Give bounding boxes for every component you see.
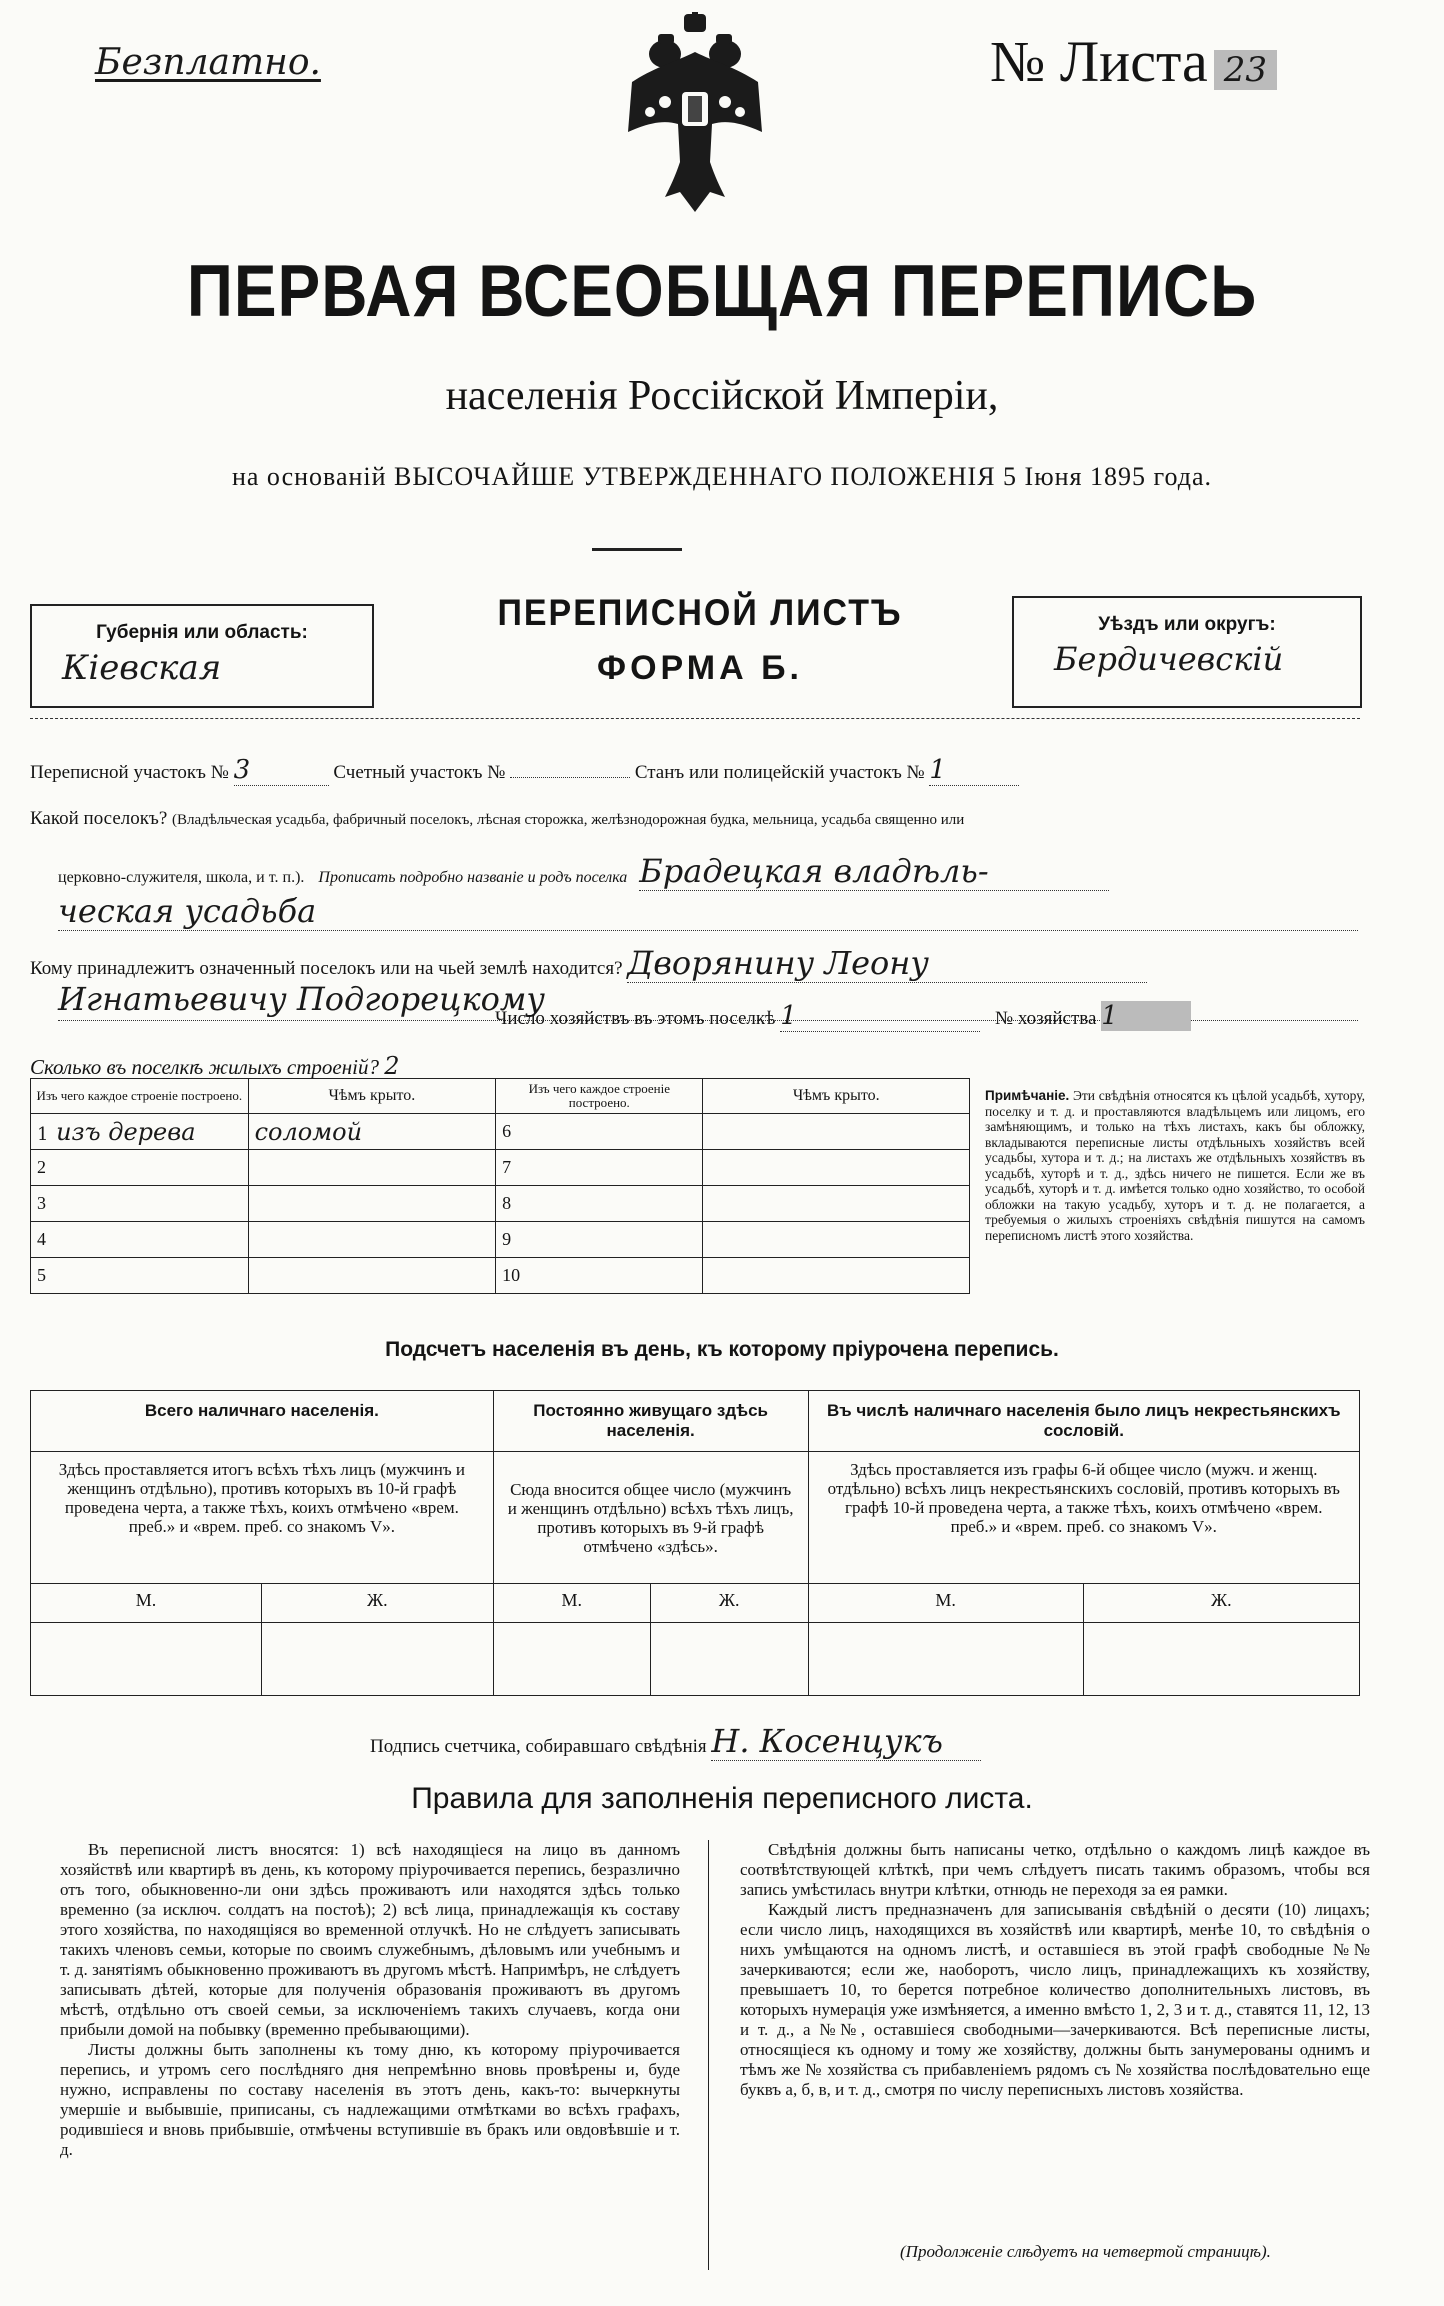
district-row: Переписной участокъ № 3 Счетный участокъ № Станъ или полицейскій участокъ № 1 — [30, 755, 1360, 786]
census-district-field[interactable]: 3 — [234, 755, 329, 786]
table-row: 5 10 — [31, 1258, 970, 1294]
signature-field[interactable]: Н. Косенцукъ — [711, 1722, 981, 1761]
sheet-number-value: 23 — [1214, 50, 1277, 90]
continued-note: (Продолженіе слѣдуетъ на четвертой страницѣ). — [900, 2242, 1271, 2261]
pop-col-2-text: Сюда вносится общее число (мужчинъ и женщинъ отдѣльно) всѣхъ тѣхъ лицъ, противъ которыхъ въ 9-й графѣ отмѣчено «здѣсь». — [493, 1452, 808, 1584]
buildings-table — [30, 1078, 970, 1294]
buildings-field[interactable]: 2 — [384, 1052, 400, 1080]
census-basis: на основаній ВЫСОЧАЙШЕ УТВЕРЖДЕННАГО ПОЛОЖЕНІЯ 5 Іюня 1895 года. — [231, 462, 1213, 491]
uezd-label: Уѣздъ или округъ: — [1098, 614, 1276, 635]
column-divider — [708, 1840, 709, 2270]
table-row: 1 изъ дерева соломой 6 — [31, 1114, 970, 1150]
pop-col-2-head: Постоянно живущаго здѣсь населенія. — [493, 1391, 808, 1452]
form-heading — [390, 592, 1010, 688]
buildings-row: Сколько въ поселкѣ жилыхъ строеній? 2 — [30, 1052, 400, 1080]
table-row — [31, 1623, 1360, 1696]
pop-col-3-text: Здѣсь проставляется изъ графы 6-й общее число (мужч. и женщ. отдѣльно) всѣхъ лицъ некрестьянскихъ сословій, противъ которыхъ въ графѣ 10-й проведена черта, а также тѣхъ, коихъ отмѣчено «врем. преб.» и «врем. преб. со знакомъ V». — [808, 1452, 1359, 1584]
owner-field-cont[interactable]: Игнатьевичу Подгорецкому — [58, 980, 1358, 1021]
owner-field[interactable]: Дворянину Леону — [627, 944, 1147, 983]
free-label: Безплатно. — [95, 42, 321, 83]
form-name: ФОРМА Б. — [597, 649, 803, 687]
households-row: Число хозяйствъ въ этомъ поселкѣ 1 № хозяйства 1 — [495, 1001, 1191, 1032]
gubernia-box — [30, 604, 374, 708]
double-headed-eagle-icon — [620, 12, 770, 222]
pop-male-2[interactable] — [493, 1623, 650, 1696]
pop-female-3[interactable] — [1083, 1623, 1359, 1696]
households-field[interactable]: 1 — [780, 1001, 980, 1032]
sheet-number-label: № Листа 23 — [990, 28, 1277, 95]
settlement-row: Какой поселокъ? (Владѣльческая усадьба, фабричный поселокъ, лѣсная сторожка, желѣзнодорожная будка, мельница, усадьба священно или — [30, 808, 965, 829]
rules-title: Правила для заполненія переписного листа. — [411, 1782, 1033, 1815]
table-row: 4 9 — [31, 1222, 970, 1258]
uezd-box — [1012, 596, 1362, 708]
household-no-field[interactable]: 1 — [1101, 1001, 1191, 1031]
pop-col-1-text: Здѣсь проставляется итогъ всѣхъ тѣхъ лицъ (мужчинъ и женщинъ отдѣльно), противъ которыхъ въ 10-й графѣ проведена черта, а также тѣхъ, коихъ отмѣчено «врем. преб.» и «врем. преб. со знакомъ V». — [31, 1452, 494, 1584]
settlement-row-2: церковно-служителя, школа, и т. п.). Прописать подробно названіе и родъ поселка Брадецкая владѣль- — [58, 852, 1368, 891]
col-material-2: Изъ чего каждое строеніе построено. — [496, 1079, 703, 1114]
uezd-value: Бердичевскій — [1054, 640, 1284, 678]
pop-male-3[interactable] — [808, 1623, 1083, 1696]
stan-field[interactable]: 1 — [929, 755, 1019, 786]
population-title: Подсчетъ населенія въ день, къ которому пріурочена перепись. — [385, 1338, 1059, 1361]
divider — [592, 548, 682, 551]
pop-female-1[interactable] — [261, 1623, 493, 1696]
pop-col-3-head: Въ числѣ наличнаго населенія было лицъ некрестьянскихъ сословій. — [808, 1391, 1359, 1452]
settlement-field-cont[interactable]: ческая усадьба — [58, 892, 1358, 931]
settlement-field[interactable]: Брадецкая владѣль- — [639, 852, 1109, 891]
gubernia-label: Губернія или область: — [96, 622, 308, 643]
col-roof-2: Чѣмъ крыто. — [703, 1079, 970, 1114]
table-row: 2 7 — [31, 1150, 970, 1186]
note: Примѣчаніе. Эти свѣдѣнія относятся къ цѣлой усадьбѣ, хутору, поселку и т. д. и проставляются владѣльцемъ или лицомъ, его замѣняющимъ, и только на тѣхъ листахъ, какъ бы обложку, вкладываются переписные листы отдѣльныхъ хозяйствъ всей усадьбы, хутора и т. д.; на листахъ же отдѣльныхъ хозяйствъ въ усадьбѣ, хуторѣ и т. д., здѣсь ничего не пишется. Если же въ усадьбѣ, хуторѣ и т. д. имѣется только одно хозяйство, то особой обложки на такую усадьбу, хуторъ и т. д. не полагается, а требуемыя о жилыхъ строеніяхъ свѣдѣнія пишутся на самомъ переписномъ листѣ этого хозяйства. — [985, 1088, 1365, 1243]
rules-left: Въ переписной листъ вносятся: 1) всѣ находящіеся на лицо въ данномъ хозяйствѣ или квартирѣ въ день, къ которому пріурочивается перепись, безразлично отъ того, обыкновенно-ли они здѣсь проживаютъ или находятся здѣсь только временно (за исключ. солдатъ на постоѣ); 2) всѣ лица, принадлежащія къ составу этого хозяйства, по находящіяся во временной отлучкѣ. Но не слѣдуетъ записывать такихъ членовъ семьи, которые по своимъ служебнымъ, дѣловымъ или учебнымъ и т. д. занятіямъ обыкновенно проживаютъ въ другомъ мѣстѣ. Напримѣръ, не слѣдуетъ записывать дѣтей, которые для полученія образованія проживаютъ въ другомъ мѣстѣ, отдѣльно отъ своей семьи, за исключеніемъ такихъ случаевъ, когда они прибыли домой на побывку (временно пребывающими). Листы должны быть заполнены къ тому дню, къ которому пріурочивается перепись, и утромъ сего послѣдняго дня непремѣнно вновь провѣрены и, буде нужно, исправлены по составу населенія въ этотъ день, какъ-то: вычеркнуты умершіе и выбывшіе, приписаны, съ надлежащими отмѣтками во всѣхъ графахъ, родившіеся и вновь прибывшіе, отмѣчены вступившіе въ бракъ или овдовѣвшіе и т. д. — [60, 1840, 680, 2159]
population-table: Всего наличнаго населенія. Постоянно живущаго здѣсь населенія. Въ числѣ наличнаго населенія было лицъ некрестьянскихъ сословій. Здѣсь проставляется итогъ всѣхъ тѣхъ лицъ (мужчинъ и женщинъ отдѣльно), противъ которыхъ въ 10-й графѣ проведена черта, а также тѣхъ, коихъ отмѣчено «врем. преб.» и «врем. преб. со знакомъ V». Сюда вносится общее число (мужчинъ и женщинъ отдѣльно) всѣхъ тѣхъ лицъ, противъ которыхъ въ 9-й графѣ отмѣчено «здѣсь». Здѣсь проставляется изъ графы 6-й общее число (мужч. и женщ. отдѣльно) всѣхъ лицъ некрестьянскихъ сословій, противъ которыхъ въ графѣ 10-й проведена черта, а также тѣхъ, коихъ отмѣчено «врем. преб.» и «врем. преб. со знакомъ V». М. Ж. М. Ж. М. Ж. — [30, 1390, 1360, 1696]
owner-row: Кому принадлежитъ означенный поселокъ или на чьей землѣ находится? Дворянину Леону — [30, 944, 1360, 983]
census-title: ПЕРВАЯ ВСЕОБЩАЯ ПЕРЕПИСЬ — [186, 249, 1258, 332]
pop-male-1[interactable] — [31, 1623, 262, 1696]
col-roof: Чѣмъ крыто. — [248, 1079, 496, 1114]
pop-female-2[interactable] — [650, 1623, 808, 1696]
separator — [30, 718, 1360, 719]
counting-district-field[interactable] — [510, 777, 630, 778]
pop-col-1-head: Всего наличнаго населенія. — [31, 1391, 494, 1452]
signature-row: Подпись счетчика, собиравшаго свѣдѣнія Н. Косенцукъ — [370, 1722, 981, 1761]
rules-right: Свѣдѣнія должны быть написаны четко, отдѣльно о каждомъ лицѣ каждое въ соотвѣтствующей клѣткѣ, при чемъ слѣдуетъ писать такимъ образомъ, чтобы вся запись умѣстилась внутри клѣтки, отнюдь не переходя за ея рамки. Каждый листъ предназначенъ для записыванія свѣдѣній о десяти (10) лицахъ; если число лицъ, находящихся въ хозяйствѣ или квартирѣ, менѣе 10, то свѣдѣнія о нихъ умѣщаются на одномъ листѣ, и оставшіеся въ этой графѣ свободные №№ зачеркиваются; если же, наоборотъ, число лицъ, принадлежащихъ къ хозяйству, превышаетъ 10, то берется потребное количество дополнительныхъ листовъ, въ которыхъ нумерація уже измѣняется, а именно вмѣсто 1, 2, 3 и т. д., ставятся 11, 12, 13 и т. д., а №№, оставшіеся свободными—зачеркиваются. Всѣ переписные листы, относящіеся къ одному и тому же хозяйству, должны быть занумерованы однимъ и тѣмъ же № хозяйства съ прибавленіемъ рядомъ съ № хозяйства послѣдовательно еще буквъ а, б, в, и т. д., смотря по числу переписныхъ листовъ хозяйства. — [740, 1840, 1370, 2099]
col-material: Изъ чего каждое строеніе построено. — [31, 1079, 249, 1114]
gubernia-value: Кіевская — [62, 648, 222, 688]
table-row: 3 8 — [31, 1186, 970, 1222]
form-title: ПЕРЕПИСНОЙ ЛИСТЪ — [497, 592, 903, 634]
census-subtitle: населенія Россійской Имперіи, — [445, 373, 999, 419]
